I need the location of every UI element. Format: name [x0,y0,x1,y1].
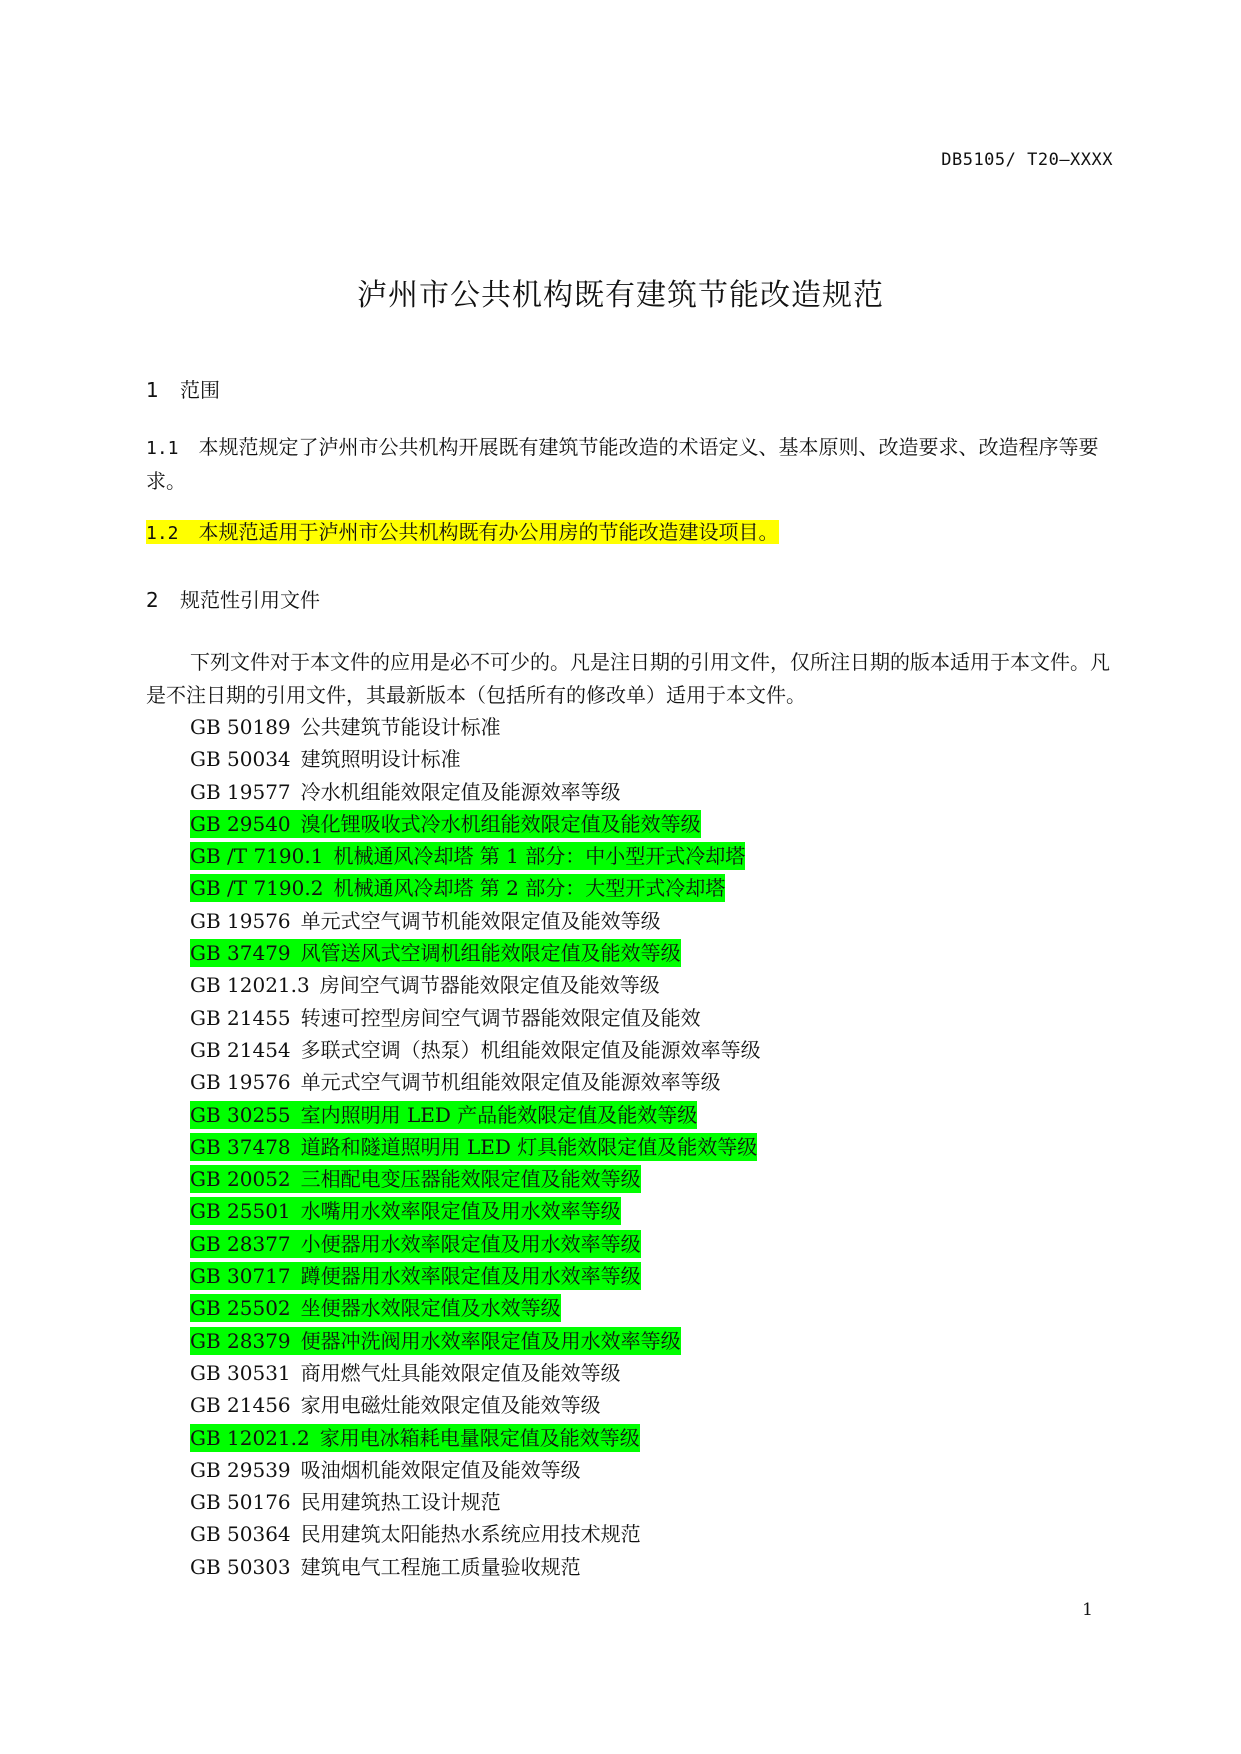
reference-item [190,840,761,872]
reference-title: 房间空气调节器能效限定值及能效等级 [319,973,660,998]
reference-item [190,711,761,743]
reference-code: GB 19576 [190,1070,291,1095]
clause-1-1 [146,431,1114,498]
reference-title: 风管送风式空调机组能效限定值及能效等级 [300,941,681,966]
section-2-number: 2 [146,588,159,612]
reference-highlight [190,842,745,870]
reference-title: 商用燃气灶具能效限定值及能效等级 [300,1360,621,1385]
section-2-title: 规范性引用文件 [180,588,320,612]
reference-code: GB 50303 [190,1554,291,1579]
reference-title: 小便器用水效率限定值及用水效率等级 [300,1231,641,1256]
reference-code: GB 12021.2 [190,1425,310,1450]
reference-code: GB 20052 [190,1167,291,1192]
reference-item [190,1228,761,1260]
reference-code: GB 21455 [190,1005,291,1030]
reference-item [190,1422,761,1454]
reference-highlight [190,1520,641,1548]
reference-code: GB 50176 [190,1490,291,1515]
reference-item [190,1454,761,1486]
reference-code: GB 29540 [190,811,291,836]
reference-item [190,969,761,1001]
section-2-heading [146,584,320,613]
reference-code: GB 28379 [190,1328,291,1353]
reference-highlight [190,939,681,967]
reference-highlight [190,1391,601,1419]
page-number: 1 [1082,1600,1093,1620]
reference-title: 吸油烟机能效限定值及能效等级 [300,1457,581,1482]
reference-highlight [190,1101,697,1129]
reference-highlight [190,1036,761,1064]
reference-title: 家用电磁灶能效限定值及能效等级 [300,1393,601,1418]
reference-item [190,1518,761,1550]
reference-highlight [190,1004,701,1032]
reference-title: 建筑电气工程施工质量验收规范 [300,1554,581,1579]
reference-item [190,1292,761,1324]
reference-title: 民用建筑太阳能热水系统应用技术规范 [300,1522,641,1547]
reference-highlight [190,1359,621,1387]
reference-highlight [190,1068,721,1096]
reference-code: GB 50189 [190,715,291,739]
clause-1-1-text: 本规范规定了泸州市公共机构开展既有建筑节能改造的术语定义、基本原则、改造要求、改造程序等要求。 [146,435,1099,493]
reference-title: 室内照明用 LED 产品能效限定值及能效等级 [300,1102,698,1127]
clause-1-2 [146,516,1114,550]
reference-item [190,1131,761,1163]
reference-item [190,743,761,775]
reference-highlight [190,1230,641,1258]
reference-code: GB 25501 [190,1199,291,1224]
reference-title: 三相配电变压器能效限定值及能效等级 [300,1167,641,1192]
reference-code: GB 21456 [190,1393,291,1418]
reference-item [190,1099,761,1131]
reference-title: 道路和隧道照明用 LED 灯具能效限定值及能效等级 [300,1134,758,1159]
reference-highlight [190,1553,581,1581]
reference-code: GB 21454 [190,1037,291,1062]
clause-1-1-number: 1.1 [146,438,179,459]
reference-highlight [190,971,660,999]
reference-title: 机械通风冷却塔 第 1 部分：中小型开式冷却塔 [333,844,746,869]
reference-title: 单元式空气调节机能效限定值及能效等级 [300,908,661,933]
reference-code: GB /T 7190.1 [190,844,324,869]
reference-item [190,1195,761,1227]
section-1-heading [146,374,220,403]
reference-code: GB 37478 [190,1134,291,1159]
reference-title: 建筑照明设计标准 [300,747,461,772]
reference-item [190,937,761,969]
reference-code: GB 29539 [190,1457,291,1482]
reference-code: GB 12021.3 [190,973,310,998]
reference-code: GB 30255 [190,1102,291,1127]
reference-code: GB 30531 [190,1360,291,1385]
reference-code: GB 28377 [190,1231,291,1256]
reference-highlight [190,810,701,838]
reference-highlight [190,1488,501,1516]
reference-highlight [190,1165,641,1193]
reference-item [190,1260,761,1292]
reference-item [190,1486,761,1518]
reference-highlight [190,1262,641,1290]
reference-item [190,776,761,808]
reference-code: GB 50034 [190,747,291,772]
reference-code: GB 25502 [190,1296,291,1321]
reference-highlight [190,1133,757,1161]
reference-code: GB /T 7190.2 [190,876,324,901]
reference-title: 多联式空调（热泵）机组能效限定值及能源效率等级 [300,1037,761,1062]
reference-highlight [190,778,621,806]
reference-item [190,808,761,840]
reference-item [190,1551,761,1583]
section-1-title: 范围 [180,378,220,402]
reference-item [190,1066,761,1098]
reference-item [190,872,761,904]
reference-title: 水嘴用水效率限定值及用水效率等级 [300,1199,621,1224]
section-2-intro: 下列文件对于本文件的应用是必不可少的。凡是注日期的引用文件，仅所注日期的版本适用于本文件。凡是不注日期的引用文件，其最新版本（包括所有的修改单）适用于本文件。 [146,650,1110,707]
reference-highlight [190,1327,681,1355]
reference-item [190,905,761,937]
reference-code: GB 30717 [190,1264,291,1289]
reference-title: 公共建筑节能设计标准 [300,715,501,739]
reference-item [190,1325,761,1357]
document-number: DB5105/ T20—XXXX [941,150,1113,170]
reference-list [190,711,761,1583]
reference-title: 溴化锂吸收式冷水机组能效限定值及能效等级 [300,811,701,836]
reference-item [190,1002,761,1034]
reference-code: GB 37479 [190,941,291,966]
reference-highlight [190,713,501,741]
reference-title: 蹲便器用水效率限定值及用水效率等级 [300,1264,641,1289]
document-title: 泸州市公共机构既有建筑节能改造规范 [357,278,884,313]
reference-title: 单元式空气调节机组能效限定值及能源效率等级 [300,1070,721,1095]
reference-code: GB 19576 [190,908,291,933]
reference-item [190,1163,761,1195]
reference-highlight [190,907,661,935]
reference-item [190,1034,761,1066]
reference-highlight [190,1294,561,1322]
reference-item [190,1389,761,1421]
reference-title: 坐便器水效限定值及水效等级 [300,1296,561,1321]
reference-highlight [190,1197,621,1225]
reference-title: 冷水机组能效限定值及能源效率等级 [300,779,621,804]
reference-item [190,1357,761,1389]
reference-title: 家用电冰箱耗电量限定值及能效等级 [319,1425,640,1450]
clause-1-2-text: 本规范适用于泸州市公共机构既有办公用房的节能改造建设项目。 [198,520,779,544]
reference-title: 机械通风冷却塔 第 2 部分：大型开式冷却塔 [333,876,726,901]
reference-code: GB 19577 [190,779,291,804]
reference-title: 民用建筑热工设计规范 [300,1490,501,1515]
section-1-number: 1 [146,378,159,402]
reference-title: 便器冲洗阀用水效率限定值及用水效率等级 [300,1328,681,1353]
reference-highlight [190,1456,581,1484]
reference-highlight [190,874,725,902]
reference-highlight [190,745,461,773]
clause-1-2-number: 1.2 [146,523,179,544]
reference-code: GB 50364 [190,1522,291,1547]
reference-highlight [190,1424,640,1452]
clause-1-2-highlight [146,520,779,544]
reference-title: 转速可控型房间空气调节器能效限定值及能效 [300,1005,701,1030]
